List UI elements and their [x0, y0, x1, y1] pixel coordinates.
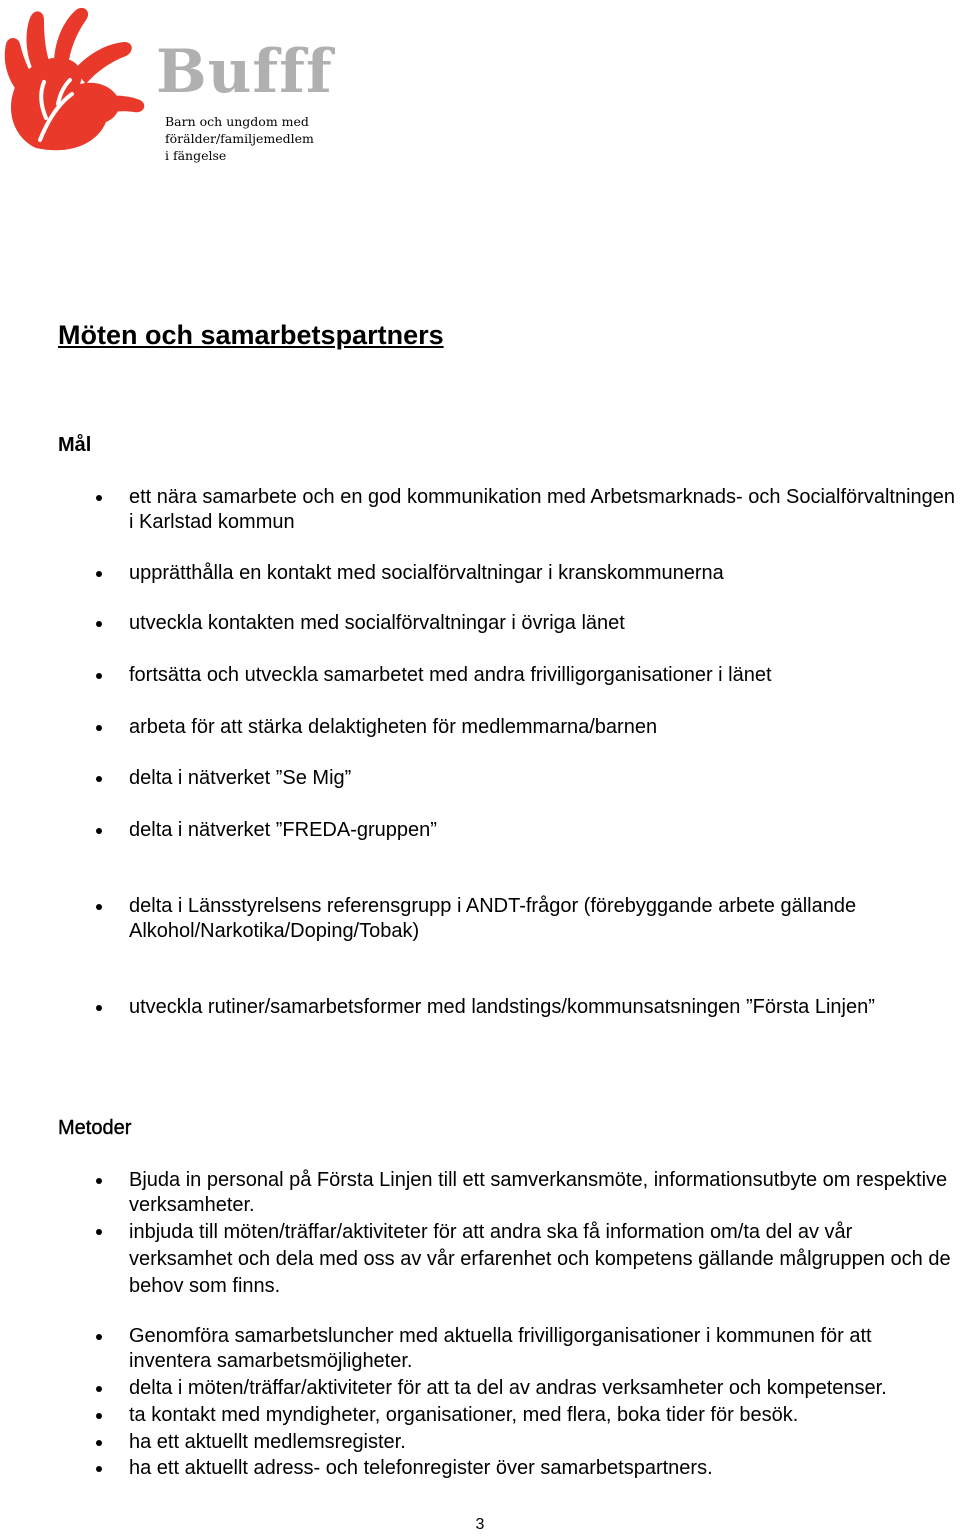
goal-list-item: delta i nätverket ”FREDA-gruppen”	[129, 818, 959, 843]
method-list-item: ha ett aktuellt medlemsregister.	[129, 1430, 959, 1455]
hand-logo-icon	[0, 0, 160, 160]
bufff-logo	[0, 0, 340, 170]
page-number: 3	[475, 1516, 485, 1533]
logo-subtitle-line: i fängelse	[165, 148, 227, 163]
logo-subtitle-line: Barn och ungdom med	[165, 114, 309, 129]
method-list-item: delta i möten/träffar/aktiviteter för att ta del av andras verksamheter och kompetenser.	[129, 1376, 959, 1401]
goal-list-item: upprätthålla en kontakt med socialförvaltningar i kranskommunerna	[129, 561, 959, 586]
goal-list-item: arbeta för att stärka delaktigheten för medlemmarna/barnen	[129, 715, 959, 740]
logo-name: Bufff	[156, 37, 333, 107]
goal-list-item: delta i Länsstyrelsens referensgrupp i ANDT-frågor (förebyggande arbete gällande Alkohol/Narkotika/Doping/Tobak)	[129, 894, 959, 944]
method-list-item: inbjuda till möten/träffar/aktiviteter för att andra ska få information om/ta del av vår verksamhet och dela med oss av vår erfarenhet och kompetens gällande målgruppen och de behov som finns.	[129, 1219, 959, 1300]
logo-subtitle	[165, 113, 314, 164]
method-list-item: Genomföra samarbetsluncher med aktuella frivilligorganisationer i kommunen för att inventera samarbetsmöjligheter.	[129, 1324, 959, 1374]
page-title: Möten och samarbetspartners	[58, 320, 444, 350]
goal-list-item: utveckla kontakten med socialförvaltningar i övriga länet	[129, 611, 959, 636]
goal-list-item: utveckla rutiner/samarbetsformer med landstings/kommunsatsningen ”Första Linjen”	[129, 995, 959, 1020]
method-list-item: ta kontakt med myndigheter, organisationer, med flera, boka tider för besök.	[129, 1403, 959, 1428]
method-list-item: Bjuda in personal på Första Linjen till ett samverkansmöte, informationsutbyte om respektive verksamheter.	[129, 1168, 959, 1218]
methods-heading: Metoder	[58, 1117, 132, 1139]
goal-list-item: delta i nätverket ”Se Mig”	[129, 766, 959, 791]
logo-subtitle-line: förälder/familjemedlem	[165, 131, 314, 146]
goals-heading: Mål	[58, 434, 92, 456]
method-list-item: ha ett aktuellt adress- och telefonregister över samarbetspartners.	[129, 1456, 959, 1481]
goal-list-item: fortsätta och utveckla samarbetet med andra frivilligorganisationer i länet	[129, 663, 959, 688]
goal-list-item: ett nära samarbete och en god kommunikation med Arbetsmarknads- och Socialförvaltningen i Karlstad kommun	[129, 485, 959, 535]
